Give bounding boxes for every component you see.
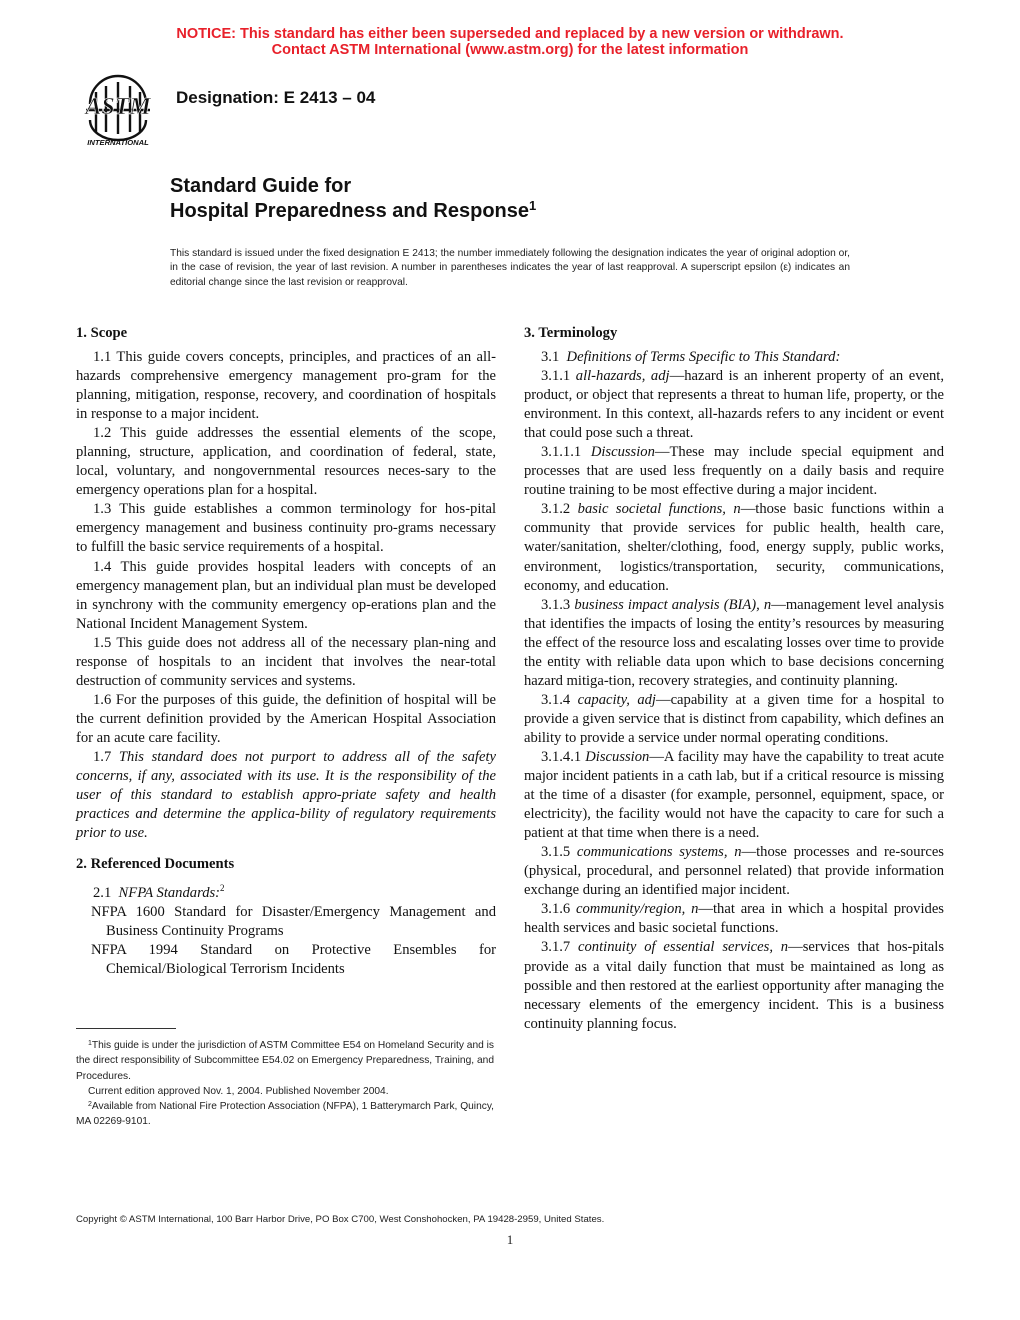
title-line-1: Standard Guide for bbox=[170, 175, 352, 197]
reference-nfpa-1994: NFPA 1994 Standard on Protective Ensembles for Chemical/Biological Terrorism Incidents bbox=[91, 942, 496, 978]
paragraph-1-2: 1.2 This guide addresses the essential elements of the scope, planning, structure, application, and coordination of federal, state, local, voluntary, and nongovernmental resources neces-sary to the emergency operations plan for a hospital. bbox=[76, 425, 496, 499]
term-name: capacity, adj bbox=[577, 691, 656, 708]
paragraph-1-7-text: This standard does not purport to address all of the safety concerns, if any, associated with its use. It is the responsibility of the user of this standard to establish appro-priate safety and health practices and determine the applica-bility of regulatory requirements prior to use. bbox=[76, 748, 496, 842]
designation: Designation: E 2413 – 04 bbox=[176, 88, 376, 107]
footnote-2 bbox=[76, 1099, 494, 1130]
term-name: basic societal functions, n bbox=[577, 501, 741, 518]
section-scope-heading: 1. Scope bbox=[76, 325, 128, 341]
svg-text:ASTM: ASTM bbox=[85, 94, 151, 120]
paragraph-2-1-number: 2.1 bbox=[93, 885, 112, 902]
term-definition: —those processes and re-sources (physical, procedural, and personnel related) that provide information exchange during an identified major incident. bbox=[524, 844, 944, 899]
svg-text:INTERNATIONAL: INTERNATIONAL bbox=[87, 138, 149, 147]
term-number: 3.1.4 bbox=[541, 691, 571, 708]
paragraph-1-7 bbox=[76, 748, 496, 843]
left-column bbox=[76, 324, 496, 979]
paragraph-2-1-footnote-mark: 2 bbox=[220, 883, 225, 894]
paragraph-1-5: 1.5 This guide does not address all of the necessary plan-ning and response of hospitals to an incident that involves the near-total destruction of community services and systems. bbox=[76, 634, 496, 689]
section-referenced-heading: 2. Referenced Documents bbox=[76, 856, 235, 873]
title-footnote-mark: 1 bbox=[529, 198, 537, 213]
reference-nfpa-1600: NFPA 1600 Standard for Disaster/Emergency Management and Business Continuity Programs bbox=[91, 904, 496, 940]
term-3-1-6 bbox=[524, 900, 944, 938]
paragraph-1-7-number: 1.7 bbox=[93, 748, 112, 765]
term-number: 3.1.4.1 bbox=[541, 748, 582, 765]
term-3-1-1-1 bbox=[524, 443, 944, 500]
term-definition: —management level analysis that identifies the impacts of losing the entity’s resources by measuring the effect of the resource loss and escalating losses over time to provide the entity with reliable data upon which to base decisions concerning hazard mitiga-tion, recovery strategies, and continuity planning. bbox=[524, 596, 945, 689]
term-name: continuity of essential services, n bbox=[578, 939, 789, 956]
document-title bbox=[170, 174, 536, 224]
paragraph-2-1-label: NFPA Standards: bbox=[118, 885, 221, 902]
withdrawal-notice bbox=[0, 26, 1020, 58]
term-number: 3.1.7 bbox=[541, 939, 571, 956]
section-terminology-heading: 3. Terminology bbox=[524, 325, 618, 341]
term-3-1-3 bbox=[524, 596, 944, 691]
term-definition: —capability at a given time for a hospital to provide a given service that is distinct from capability, which defines an ability to provide a service under normal operating conditions. bbox=[524, 691, 944, 746]
paragraph-1-3: 1.3 This guide establishes a common terminology for hos-pital emergency management and business continuity pro-grams necessary to fulfill the basic service requirements of a hospital. bbox=[76, 501, 496, 556]
term-definition: —A facility may have the capability to treat acute major incident patients in a cath lab, but if a critical resource is missing at the time of a disaster (for example, personnel, equipment, space, or electricity), the facility would not have the capacity to care for such a patient at that time when there is a need. bbox=[524, 748, 944, 842]
notice-line-1: NOTICE: This standard has either been superseded and replaced by a new version or withdrawn. bbox=[176, 26, 844, 42]
paragraph-2-1 bbox=[76, 879, 496, 903]
paragraph-1-1: 1.1 This guide covers concepts, principles, and practices of an all-hazards comprehensive emergency management pro-gram for the planning, mitigation, response, recovery, and coordination of hospitals in response to a major incident. bbox=[76, 349, 496, 423]
footnote-1-edition: Current edition approved Nov. 1, 2004. Published November 2004. bbox=[88, 1085, 389, 1097]
footnote-2-text: Available from National Fire Protection Association (NFPA), 1 Batterymarch Park, Quincy, MA 02269-9101. bbox=[76, 1101, 494, 1128]
term-definition: —These may include special equipment and processes that are used less frequently on a daily basis and require routine training to be most effective during a major incident. bbox=[524, 444, 944, 499]
term-definition: —hazard is an inherent property of an event, product, or object that represents a threat to human life, property, or the environment. In this context, all-hazards refers to any incident or event that could pose such a threat. bbox=[524, 368, 944, 442]
term-3-1-4 bbox=[524, 691, 944, 748]
term-number: 3.1.3 bbox=[541, 596, 571, 613]
paragraph-1-4: 1.4 This guide provides hospital leaders with concepts of an emergency management plan, but an individual plan must be developed in synchrony with the community emergency op-erations plan and the National Incident Management System. bbox=[76, 558, 496, 632]
term-name: community/region, n bbox=[576, 901, 699, 918]
term-number: 3.1.6 bbox=[541, 901, 571, 918]
issued-note: This standard is issued under the fixed designation E 2413; the number immediately following the designation indicates the year of original adoption or, in the case of revision, the year of last revision. A number in parentheses indicates the year of last reapproval. A superscript epsilon (ε) indicates an editorial change since the last revision or reapproval. bbox=[170, 248, 850, 288]
term-3-1-4-1 bbox=[524, 748, 944, 843]
footnotes bbox=[76, 1038, 494, 1130]
footnote-2-mark: 2 bbox=[88, 1101, 92, 1109]
term-definition: —services that hos-pitals provide as a vital daily function that must be maintained as long as possible and then restored at the earliest opportunity after managing the necessary elements of the emergency incident. This is a business continuity planning focus. bbox=[524, 939, 945, 1032]
term-3-1 bbox=[524, 348, 944, 367]
footnote-1 bbox=[76, 1038, 494, 1084]
term-3-1-5 bbox=[524, 843, 944, 900]
term-definition: —that area in which a hospital provides health services and basic societal functions. bbox=[524, 901, 944, 937]
term-3-1-1 bbox=[524, 367, 944, 443]
term-3-1-2 bbox=[524, 500, 944, 595]
page-number: 1 bbox=[506, 1232, 514, 1247]
term-number: 3.1.1.1 bbox=[541, 444, 582, 461]
term-name: communications systems, n bbox=[576, 844, 742, 861]
term-name: Discussion bbox=[590, 444, 655, 461]
term-name: all-hazards, adj bbox=[575, 368, 670, 385]
astm-international-logo bbox=[76, 74, 160, 150]
term-number: 3.1.5 bbox=[541, 844, 571, 861]
paragraph-1-6: 1.6 For the purposes of this guide, the definition of hospital will be the current definition provided by the American Hospital Association for an acute care facility. bbox=[76, 691, 496, 746]
footnote-1-mark: 1 bbox=[88, 1040, 92, 1047]
term-number: 3.1.1 bbox=[541, 368, 571, 385]
term-name: business impact analysis (BIA), n bbox=[574, 596, 772, 613]
term-number: 3.1.2 bbox=[541, 501, 571, 518]
title-line-2-text: Hospital Preparedness and Response bbox=[170, 200, 530, 222]
astm-logo-icon bbox=[76, 74, 160, 150]
footnote-1-text: This guide is under the jurisdiction of ASTM Committee E54 on Homeland Security and is the direct responsibility of Subcommittee E54.02 on Emergency Preparedness, Training, and Procedures. bbox=[76, 1040, 494, 1082]
term-3-1-label: Definitions of Terms Specific to This Standard: bbox=[566, 349, 841, 365]
term-3-1-7 bbox=[524, 938, 944, 1033]
notice-line-2: Contact ASTM International (www.astm.org) for the latest information bbox=[271, 42, 749, 58]
copyright-line: Copyright © ASTM International, 100 Barr Harbor Drive, PO Box C700, West Conshohocken, PA 19428-2959, United States. bbox=[76, 1214, 605, 1225]
term-definition: —those basic functions within a community that provide services for public health, health care, water/sanitation, shelter/clothing, food, energy supply, public works, environment, logistics/transportation, security, communications, economy, and education. bbox=[524, 501, 944, 594]
term-name: Discussion bbox=[585, 748, 650, 765]
title-line-2 bbox=[170, 199, 536, 224]
right-column bbox=[524, 324, 944, 1034]
term-3-1-number: 3.1 bbox=[541, 349, 560, 365]
footnote-divider bbox=[76, 1028, 176, 1029]
